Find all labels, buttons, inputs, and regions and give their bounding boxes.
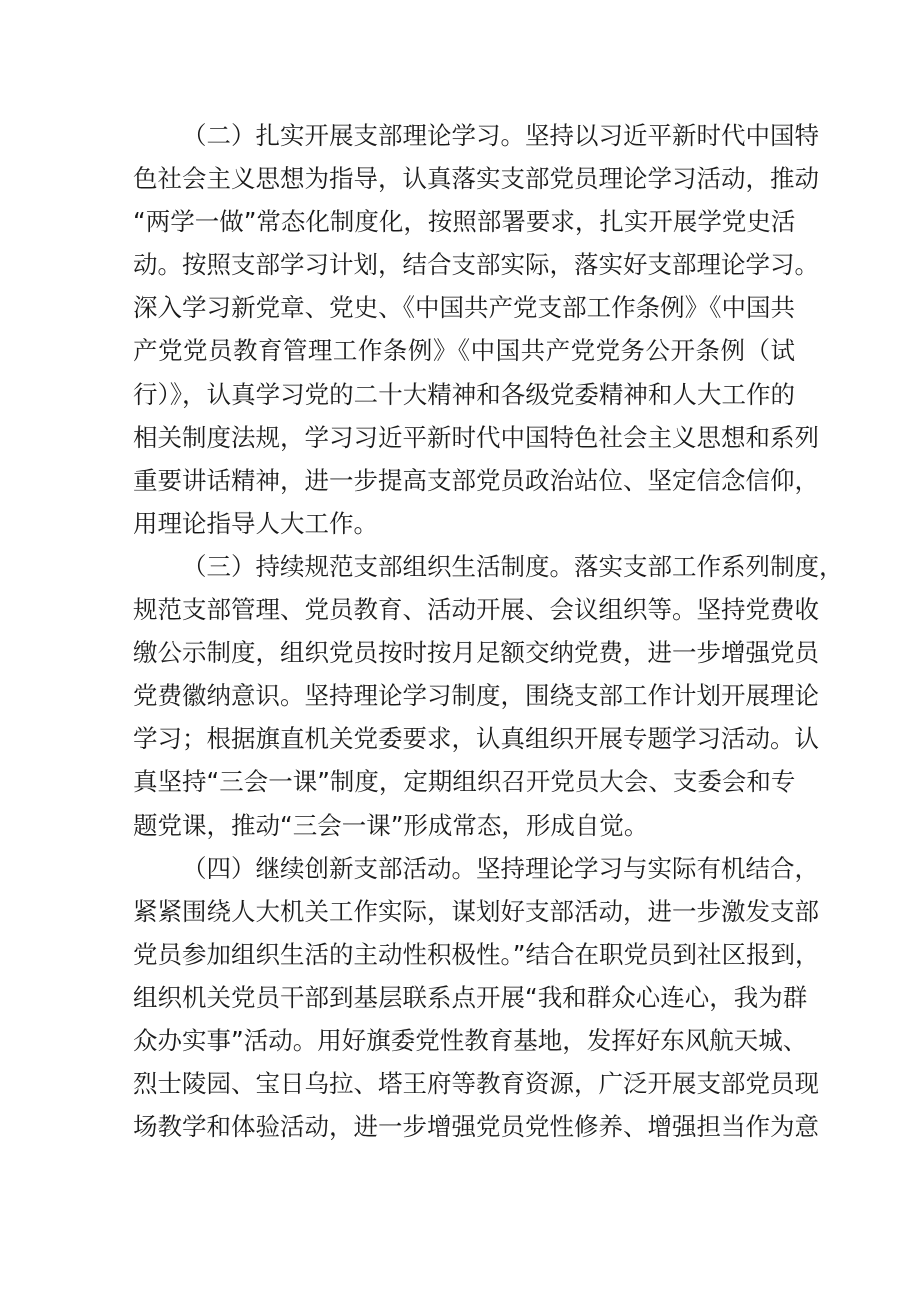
section-2-line: 用理论指导人大工作。 bbox=[133, 508, 378, 538]
section-4-line: 紧紧围绕人大机关工作实际，谋划好支部活动，进一步激发支部 bbox=[133, 896, 819, 926]
section-3-line: 题党课，推动“三会一课”形成常态，形成自觉。 bbox=[133, 810, 649, 840]
section-4-line: 场教学和体验活动，进一步增强党员党性修养、增强担当作为意 bbox=[133, 1112, 819, 1142]
section-2-line: “两学一做”常态化制度化，按照部署要求，扎实开展学党史活 bbox=[133, 207, 796, 237]
section-3-line: 规范支部管理、党员教育、活动开展、会议组织等。坚持党费收 bbox=[133, 595, 819, 625]
section-3-line: 党费徽纳意识。坚持理论学习制度，围绕支部工作计划开展理论 bbox=[133, 681, 819, 711]
section-2-line: 产党党员教育管理工作条例》《中国共产党党务公开条例（试 bbox=[133, 336, 795, 366]
section-2-line: 深入学习新党章、党史、《中国共产党支部工作条例》《中国共 bbox=[133, 293, 795, 323]
section-4-line: 党员参加组织生活的主动性积极性。”结合在职党员到社区报到， bbox=[133, 939, 820, 969]
section-3-line: 真坚持“三会一课”制度，定期组织召开党员大会、支委会和专 bbox=[133, 767, 796, 797]
document-body bbox=[133, 114, 844, 1148]
section-4-line: （四）继续创新支部活动。坚持理论学习与实际有机结合， bbox=[182, 853, 819, 883]
section-3-line: （三）持续规范支部组织生活制度。落实支部工作系列制度， bbox=[182, 551, 844, 581]
section-2-line: 动。按照支部学习计划，结合支部实际，落实好支部理论学习。 bbox=[133, 250, 819, 280]
section-2-line: 色社会主义思想为指导，认真落实支部党员理论学习活动，推动 bbox=[133, 164, 819, 194]
section-2-line: 相关制度法规，学习习近平新时代中国特色社会主义思想和系列 bbox=[133, 422, 819, 452]
section-3-line: 学习；根据旗直机关党委要求，认真组织开展专题学习活动。认 bbox=[133, 724, 819, 754]
section-4-line: 烈士陵园、宝日乌拉、塔王府等教育资源，广泛开展支部党员现 bbox=[133, 1069, 819, 1099]
section-4-line: 组织机关党员干部到基层联系点开展“我和群众心连心，我为群 bbox=[133, 982, 808, 1012]
section-3-line: 缴公示制度，组织党员按时按月足额交纳党费，进一步增强党员 bbox=[133, 638, 819, 668]
section-4-line: 众办实事”活动。用好旗委党性教育基地，发挥好东风航天城、 bbox=[133, 1025, 808, 1055]
section-2-line: （二）扎实开展支部理论学习。坚持以习近平新时代中国特 bbox=[182, 121, 819, 150]
section-2-line: 行）》，认真学习党的二十大精神和各级党委精神和人大工作的 bbox=[133, 379, 795, 409]
section-2-line: 重要讲话精神，进一步提高支部党员政治站位、坚定信念信仰， bbox=[133, 465, 819, 495]
